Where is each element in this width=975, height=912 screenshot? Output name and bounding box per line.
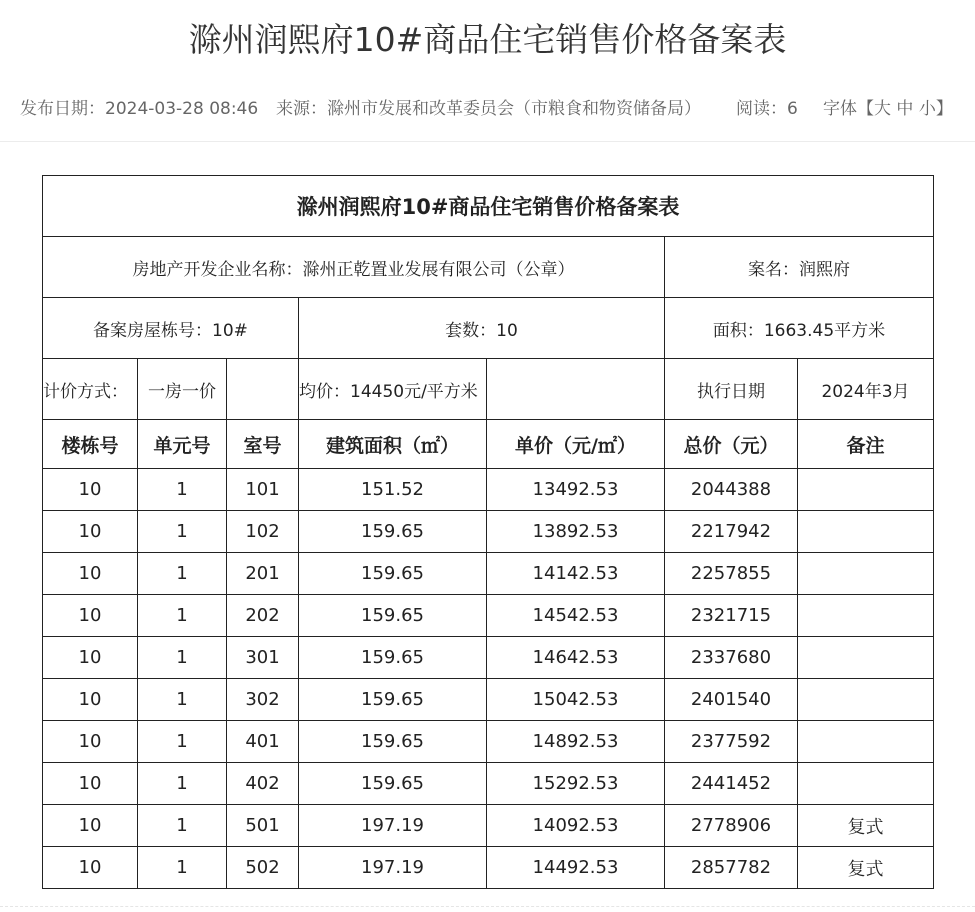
building-cell: 10	[43, 469, 138, 511]
area-cell: 159.65	[299, 553, 487, 595]
total-price-cell: 2217942	[665, 511, 798, 553]
header-divider	[0, 141, 975, 142]
remark-cell	[798, 721, 934, 763]
unit-cell: 1	[138, 679, 227, 721]
total-area: 面积：1663.45平方米	[665, 298, 934, 359]
unit-price-cell: 13492.53	[487, 469, 665, 511]
unit-price-cell: 13892.53	[487, 511, 665, 553]
total-price-cell: 2044388	[665, 469, 798, 511]
pricing-method-label: 计价方式：	[43, 359, 138, 420]
developer-name: 房地产开发企业名称：滁州正乾置业发展有限公司（公章）	[43, 237, 665, 298]
area-cell: 197.19	[299, 847, 487, 889]
unit-cell: 1	[138, 595, 227, 637]
column-header: 总价（元）	[665, 420, 798, 469]
unit-cell: 1	[138, 637, 227, 679]
table-row	[43, 847, 934, 889]
room-cell: 301	[227, 637, 299, 679]
table-row	[43, 679, 934, 721]
remark-cell	[798, 763, 934, 805]
remark-cell	[798, 595, 934, 637]
article-meta	[0, 92, 975, 126]
unit-price-cell: 15292.53	[487, 763, 665, 805]
room-cell: 201	[227, 553, 299, 595]
unit-price-cell: 14142.53	[487, 553, 665, 595]
unit-cell: 1	[138, 553, 227, 595]
building-cell: 10	[43, 637, 138, 679]
publish-date: 发布日期：2024-03-28 08:46	[20, 99, 259, 119]
unit-price-cell: 15042.53	[487, 679, 665, 721]
remark-cell: 复式	[798, 847, 934, 889]
column-header: 单元号	[138, 420, 227, 469]
remark-cell	[798, 679, 934, 721]
building-cell: 10	[43, 721, 138, 763]
room-cell: 102	[227, 511, 299, 553]
column-header: 单价（元/㎡）	[487, 420, 665, 469]
area-cell: 197.19	[299, 805, 487, 847]
building-cell: 10	[43, 553, 138, 595]
building-cell: 10	[43, 847, 138, 889]
area-cell: 159.65	[299, 721, 487, 763]
font-small-button[interactable]: 小	[918, 99, 936, 119]
building-cell: 10	[43, 595, 138, 637]
table-row	[43, 469, 934, 511]
unit-price-cell: 14642.53	[487, 637, 665, 679]
font-medium-button[interactable]: 中	[896, 99, 914, 119]
total-price-cell: 2257855	[665, 553, 798, 595]
area-cell: 159.65	[299, 637, 487, 679]
pricing-method-value: 一房一价	[138, 359, 227, 420]
room-cell: 202	[227, 595, 299, 637]
total-price-cell: 2377592	[665, 721, 798, 763]
building-number: 备案房屋栋号：10#	[43, 298, 299, 359]
unit-price-cell: 14542.53	[487, 595, 665, 637]
table-row	[43, 637, 934, 679]
table-row	[43, 553, 934, 595]
empty-cell	[487, 359, 665, 420]
table-row	[43, 511, 934, 553]
table-row	[43, 595, 934, 637]
column-header: 室号	[227, 420, 299, 469]
exec-date-label: 执行日期	[665, 359, 798, 420]
average-price: 均价：14450元/平方米	[299, 359, 487, 420]
font-size-close: 】	[935, 99, 953, 119]
unit-cell: 1	[138, 511, 227, 553]
table-header-row	[43, 420, 934, 469]
room-cell: 502	[227, 847, 299, 889]
room-cell: 402	[227, 763, 299, 805]
building-cell: 10	[43, 763, 138, 805]
font-large-button[interactable]: 大	[874, 99, 891, 119]
unit-price-cell: 14092.53	[487, 805, 665, 847]
area-cell: 159.65	[299, 763, 487, 805]
unit-cell: 1	[138, 847, 227, 889]
area-cell: 159.65	[299, 679, 487, 721]
building-cell: 10	[43, 805, 138, 847]
room-cell: 101	[227, 469, 299, 511]
remark-cell	[798, 637, 934, 679]
unit-price-cell: 14492.53	[487, 847, 665, 889]
read-count: 阅读：6	[736, 99, 798, 119]
total-price-cell: 2778906	[665, 805, 798, 847]
unit-cell: 1	[138, 469, 227, 511]
unit-cell: 1	[138, 721, 227, 763]
remark-cell	[798, 553, 934, 595]
area-cell: 159.65	[299, 595, 487, 637]
unit-count: 套数：10	[299, 298, 665, 359]
room-cell: 501	[227, 805, 299, 847]
source: 来源：滁州市发展和改革委员会（市粮食和物资储备局）	[276, 99, 701, 119]
footer-divider	[0, 906, 975, 907]
building-cell: 10	[43, 511, 138, 553]
area-cell: 151.52	[299, 469, 487, 511]
font-size-control	[823, 92, 953, 126]
remark-cell: 复式	[798, 805, 934, 847]
unit-cell: 1	[138, 805, 227, 847]
total-price-cell: 2337680	[665, 637, 798, 679]
table-row	[43, 763, 934, 805]
room-cell: 401	[227, 721, 299, 763]
building-cell: 10	[43, 679, 138, 721]
column-header: 建筑面积（㎡）	[299, 420, 487, 469]
table-row	[43, 805, 934, 847]
area-cell: 159.65	[299, 511, 487, 553]
font-size-label: 字体【	[823, 99, 874, 119]
total-price-cell: 2441452	[665, 763, 798, 805]
column-header: 备注	[798, 420, 934, 469]
project-name: 案名：润熙府	[665, 237, 934, 298]
remark-cell	[798, 469, 934, 511]
table-title: 滁州润熙府10#商品住宅销售价格备案表	[43, 176, 934, 237]
unit-cell: 1	[138, 763, 227, 805]
room-cell: 302	[227, 679, 299, 721]
total-price-cell: 2401540	[665, 679, 798, 721]
column-header: 楼栋号	[43, 420, 138, 469]
table-row	[43, 721, 934, 763]
page-title: 滁州润熙府10#商品住宅销售价格备案表	[188, 20, 787, 59]
remark-cell	[798, 511, 934, 553]
price-filing-table	[42, 175, 934, 889]
total-price-cell: 2321715	[665, 595, 798, 637]
total-price-cell: 2857782	[665, 847, 798, 889]
exec-date-value: 2024年3月	[798, 359, 934, 420]
empty-cell	[227, 359, 299, 420]
unit-price-cell: 14892.53	[487, 721, 665, 763]
